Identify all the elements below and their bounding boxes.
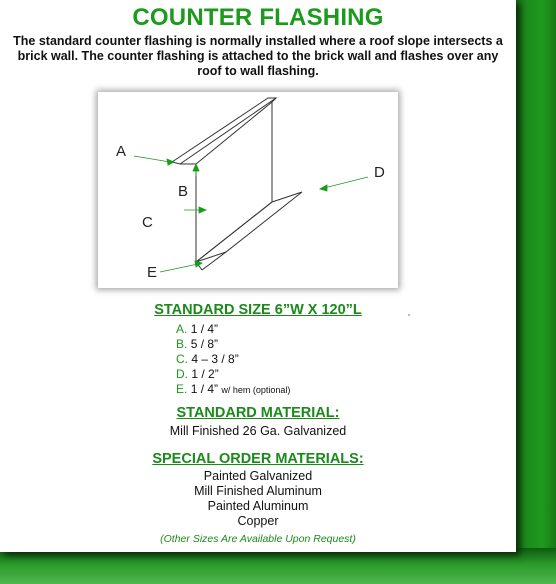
special-order-list xyxy=(0,469,516,529)
special-order-item: Copper xyxy=(237,514,279,528)
size-item-c: C. 4 – 3 / 8” xyxy=(176,352,239,366)
special-order-heading: SPECIAL ORDER MATERIALS: xyxy=(152,451,364,467)
standard-size-heading: STANDARD SIZE 6”W X 120”L xyxy=(154,302,362,318)
label-e: E xyxy=(147,264,158,281)
green-bottom-frame xyxy=(0,548,556,584)
hem-note: w/ hem (optional) xyxy=(221,385,291,395)
label-c: C xyxy=(142,214,153,231)
size-item-b: B. 5 / 8” xyxy=(176,337,219,351)
size-list xyxy=(176,322,290,398)
size-item-a: A. 1 / 4” xyxy=(176,322,219,336)
vertical-face-shape xyxy=(196,102,272,262)
bottom-kick-shape xyxy=(196,192,302,262)
size-item-e: E. 1 / 4” w/ hem (optional) xyxy=(176,382,291,396)
page-title: COUNTER FLASHING xyxy=(132,4,384,31)
standard-material-value: Mill Finished 26 Ga. Galvanized xyxy=(169,424,347,438)
arrow-a xyxy=(134,156,170,162)
stray-dot xyxy=(408,314,410,316)
standard-material-heading: STANDARD MATERIAL: xyxy=(176,405,340,421)
label-d: D xyxy=(374,164,385,181)
arrow-d xyxy=(324,177,368,188)
label-a: A xyxy=(116,143,127,160)
green-side-frame xyxy=(510,0,556,584)
availability-footnote: (Other Sizes Are Available Upon Request) xyxy=(160,533,356,545)
arrow-e xyxy=(160,264,198,272)
special-order-item: Mill Finished Aluminum xyxy=(194,484,322,498)
intro-paragraph: The standard counter flashing is normally installed where a roof slope intersects a brick wall. The counter flashing is attached to the brick wall and flashes over any roof to wall flashing. xyxy=(13,34,503,78)
special-order-item: Painted Aluminum xyxy=(207,499,309,513)
top-flange-shape xyxy=(172,98,276,164)
size-item-d: D. 1 / 2” xyxy=(176,367,219,381)
flashing-drawing xyxy=(98,92,398,288)
label-b: B xyxy=(178,183,189,200)
special-order-item: Painted Galvanized xyxy=(203,469,313,483)
dimension-arrows xyxy=(134,156,368,272)
flashing-diagram xyxy=(98,92,398,288)
